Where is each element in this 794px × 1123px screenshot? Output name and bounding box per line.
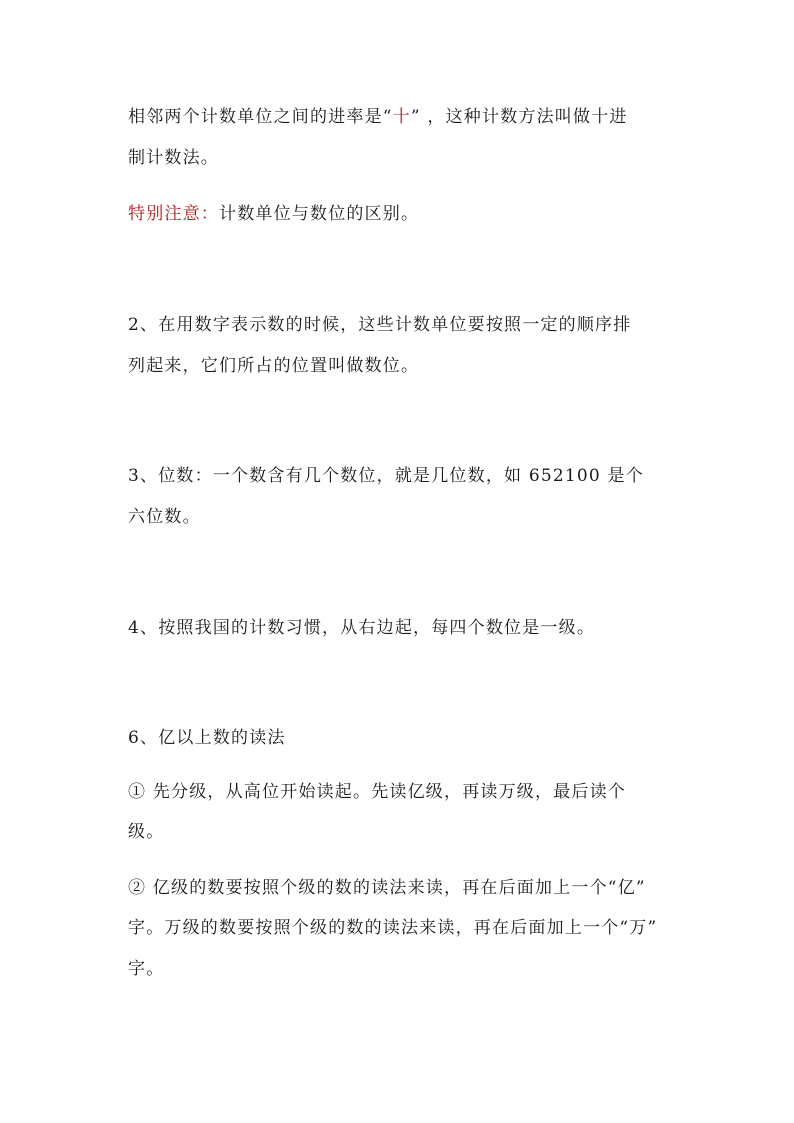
paragraph-decimal-line-2: 制计数法。 bbox=[128, 148, 219, 168]
special-note-label: 特别注意： bbox=[128, 204, 219, 224]
paragraph-4-line-1: 4、按照我国的计数习惯，从右边起，每四个数位是一级。 bbox=[128, 618, 596, 638]
special-note-text: 计数单位与数位的区别。 bbox=[219, 204, 420, 224]
item-2-line-1: ② 亿级的数要按照个级的数的读法来读，再在后面加上一个“亿” bbox=[128, 878, 646, 898]
highlight-ten: 十 bbox=[392, 107, 411, 127]
paragraph-3-line-1: 3、位数：一个数含有几个数位，就是几位数，如 652100 是个 bbox=[128, 466, 644, 486]
item-2-line-3: 字。 bbox=[128, 959, 165, 979]
paragraph-3-line-2: 六位数。 bbox=[128, 507, 201, 527]
paragraph-2-line-2: 列起来，它们所占的位置叫做数位。 bbox=[128, 356, 420, 376]
special-note bbox=[128, 202, 419, 226]
paragraph-2-line-1: 2、在用数字表示数的时候，这些计数单位要按照一定的顺序排 bbox=[128, 315, 632, 335]
text-segment: 相邻两个计数单位之间的进率是“ bbox=[128, 107, 393, 127]
section-6-heading: 6、亿以上数的读法 bbox=[128, 728, 286, 748]
item-1-line-2: 级。 bbox=[128, 822, 165, 842]
item-2-line-2: 字。万级的数要按照个级的数的读法来读，再在后面加上一个“万” bbox=[128, 918, 658, 938]
paragraph-decimal-line-1 bbox=[128, 105, 628, 129]
text-segment: ” ，这种计数方法叫做十进 bbox=[410, 107, 628, 127]
item-1-line-1: ① 先分级，从高位开始读起。先读亿级，再读万级，最后读个 bbox=[128, 782, 627, 802]
